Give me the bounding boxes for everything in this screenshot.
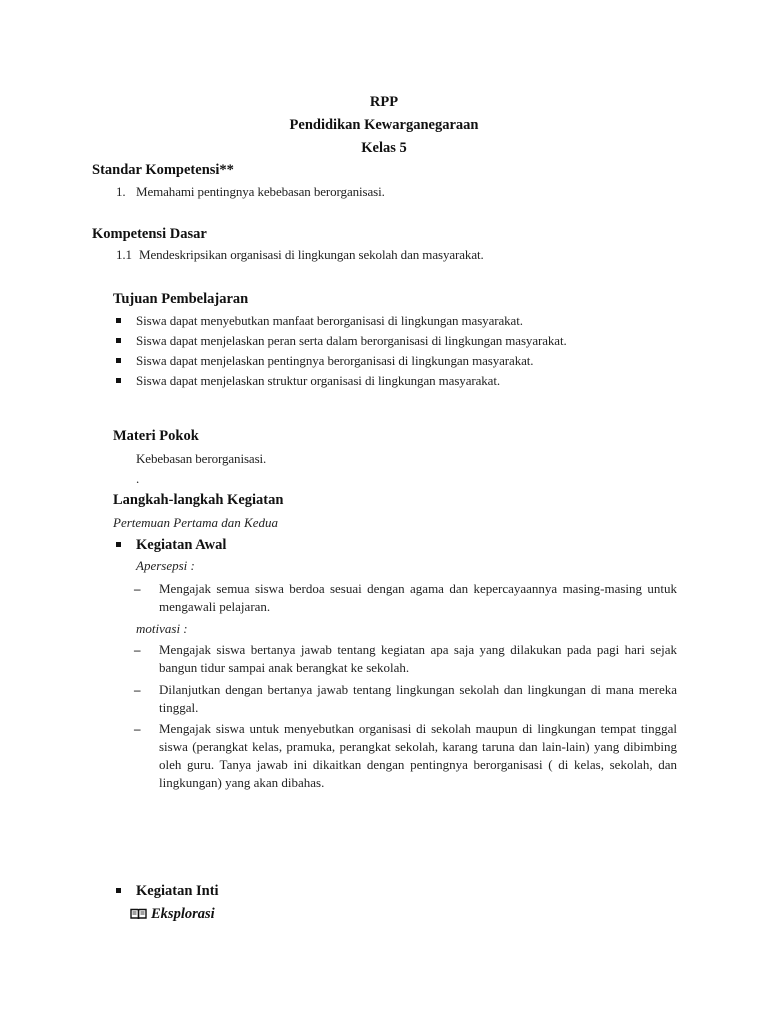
dash-bullet-icon: – [134, 682, 141, 697]
tujuan-item: Siswa dapat menyebutkan manfaat berorganisasi di lingkungan masyarakat. [136, 313, 523, 328]
dash-bullet-icon: – [134, 642, 141, 657]
eksplorasi-heading: Eksplorasi [151, 906, 215, 922]
square-bullet-icon [116, 542, 121, 547]
square-bullet-icon [116, 338, 121, 343]
tujuan-item: Siswa dapat menjelaskan struktur organisasi di lingkungan masyarakat. [136, 373, 501, 388]
square-bullet-icon [116, 318, 121, 323]
apersepsi-label: Apersepsi : [136, 558, 195, 573]
kegiatan-awal-heading: Kegiatan Awal [136, 537, 227, 553]
standar-item-text: Memahami pentingnya kebebasan berorganisasi. [136, 184, 385, 199]
langkah-heading: Langkah-langkah Kegiatan [113, 492, 284, 508]
kompetensi-heading: Kompetensi Dasar [92, 226, 207, 242]
tujuan-item: Siswa dapat menjelaskan peran serta dalam berorganisasi di lingkungan masyarakat. [136, 333, 567, 348]
materi-dot: . [136, 471, 140, 486]
materi-heading: Materi Pokok [113, 428, 199, 444]
motivasi-item: Dilanjutkan dengan bertanya jawab tentang lingkungan sekolah dan lingkungan di mana mereka tinggal. [159, 682, 677, 715]
doc-title: RPP [369, 94, 399, 110]
kegiatan-inti-heading: Kegiatan Inti [136, 883, 219, 899]
apersepsi-item: Mengajak semua siswa berdoa sesuai dengan agama dan kepercayaannya masing-masing untuk mengawali pelajaran. [159, 581, 677, 614]
square-bullet-icon [116, 358, 121, 363]
tujuan-heading: Tujuan Pembelajaran [113, 291, 249, 307]
square-bullet-icon [116, 378, 121, 383]
standar-heading: Standar Kompetensi** [92, 162, 234, 178]
dash-bullet-icon: – [134, 581, 141, 596]
langkah-subheading: Pertemuan Pertama dan Kedua [113, 515, 279, 530]
motivasi-item: Mengajak siswa untuk menyebutkan organisasi di sekolah maupun di lingkungan tempat tinggal siswa (perangkat kelas, pramuka, perangkat sekolah, karang taruna dan lain-lain) yang dibimbing oleh guru. Tanya jawab ini dikaitkan dengan pentingnya berorganisasi ( di kelas, sekolah, dan lingkungan) yang akan dibahas. [159, 721, 677, 790]
materi-text: Kebebasan berorganisasi. [136, 451, 267, 466]
tujuan-item: Siswa dapat menjelaskan pentingnya berorganisasi di lingkungan masyarakat. [136, 353, 534, 368]
standar-item-number: 1. [116, 184, 126, 199]
motivasi-label: motivasi : [136, 621, 188, 636]
doc-grade: Kelas 5 [361, 140, 407, 156]
square-bullet-icon [116, 888, 121, 893]
kompetensi-item-number: 1.1 [116, 247, 132, 262]
kompetensi-item-text: Mendeskripsikan organisasi di lingkungan sekolah dan masyarakat. [139, 247, 484, 262]
open-book-icon [130, 908, 147, 920]
motivasi-item: Mengajak siswa bertanya jawab tentang kegiatan apa saja yang dilakukan pada pagi hari sejak bangun tidur sampai anak berangkat ke sekolah. [159, 642, 677, 675]
dash-bullet-icon: – [134, 721, 141, 736]
doc-subject: Pendidikan Kewarganegaraan [289, 117, 479, 133]
